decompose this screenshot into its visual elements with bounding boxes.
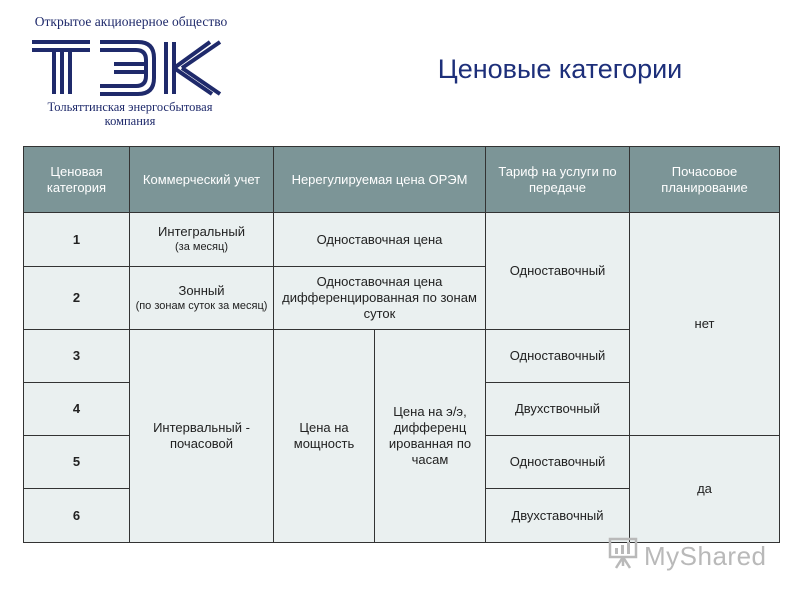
- header-metering: Коммерческий учет: [130, 147, 274, 213]
- tek-logo-icon: [30, 36, 224, 96]
- company-type-text: Открытое акционерное общество: [34, 14, 228, 29]
- company-name-text: [20, 100, 240, 128]
- price-hourly-diff: Цена на э/э, дифференц ированная по часам: [375, 330, 486, 543]
- metering-integral-note: (за месяц): [175, 241, 228, 253]
- header-hourly-planning: Почасовое планирование: [630, 147, 780, 213]
- planning-rows-1-4: нет: [630, 213, 780, 436]
- category-number: 5: [24, 436, 130, 489]
- metering-zonal: Зонный: [178, 282, 225, 298]
- metering-interval: Интервальный - почасовой: [130, 330, 274, 543]
- presentation-icon: [608, 536, 638, 577]
- price-single-rate: Одноставочная цена: [274, 213, 486, 267]
- table-row: [24, 213, 780, 267]
- tek-logo: [30, 36, 224, 101]
- category-number: 2: [24, 267, 130, 330]
- planning-rows-5-6: да: [630, 436, 780, 543]
- company-name-line2: компания: [104, 114, 156, 128]
- category-number: 6: [24, 489, 130, 543]
- metering-zonal-note: (по зонам суток за месяц): [135, 299, 268, 312]
- metering-cell: [130, 213, 274, 267]
- table-header-row: [24, 147, 780, 213]
- price-capacity: Цена на мощность: [274, 330, 375, 543]
- price-zonal-diff: Одноставочная цена дифференцированная по зонам суток: [274, 267, 486, 330]
- tariff-row-5: Одноставочный: [486, 436, 630, 489]
- slide-title: Ценовые категории: [437, 54, 683, 84]
- logo-brand-text: [30, 36, 31, 37]
- watermark: [608, 538, 767, 574]
- category-number: 1: [24, 213, 130, 267]
- tariff-row-4: Двухствочный: [486, 383, 630, 436]
- tariff-row-3: Одноставочный: [486, 330, 630, 383]
- tariff-rows-1-2: Одноставочный: [486, 213, 630, 330]
- watermark-text: MyShared: [644, 540, 767, 571]
- metering-integral: Интегральный: [158, 224, 245, 239]
- company-name-line1: Тольяттинская энергосбытовая: [47, 100, 213, 114]
- metering-cell: [130, 267, 274, 330]
- price-categories-table: [23, 146, 780, 543]
- category-number: 3: [24, 330, 130, 383]
- header-price-category: Ценовая категория: [24, 147, 130, 213]
- category-number: 4: [24, 383, 130, 436]
- header-unregulated-price: Нерегулируемая цена ОРЭМ: [274, 147, 486, 213]
- tariff-row-6: Двухставочный: [486, 489, 630, 543]
- header-transmission-tariff: Тариф на услуги по передаче: [486, 147, 630, 213]
